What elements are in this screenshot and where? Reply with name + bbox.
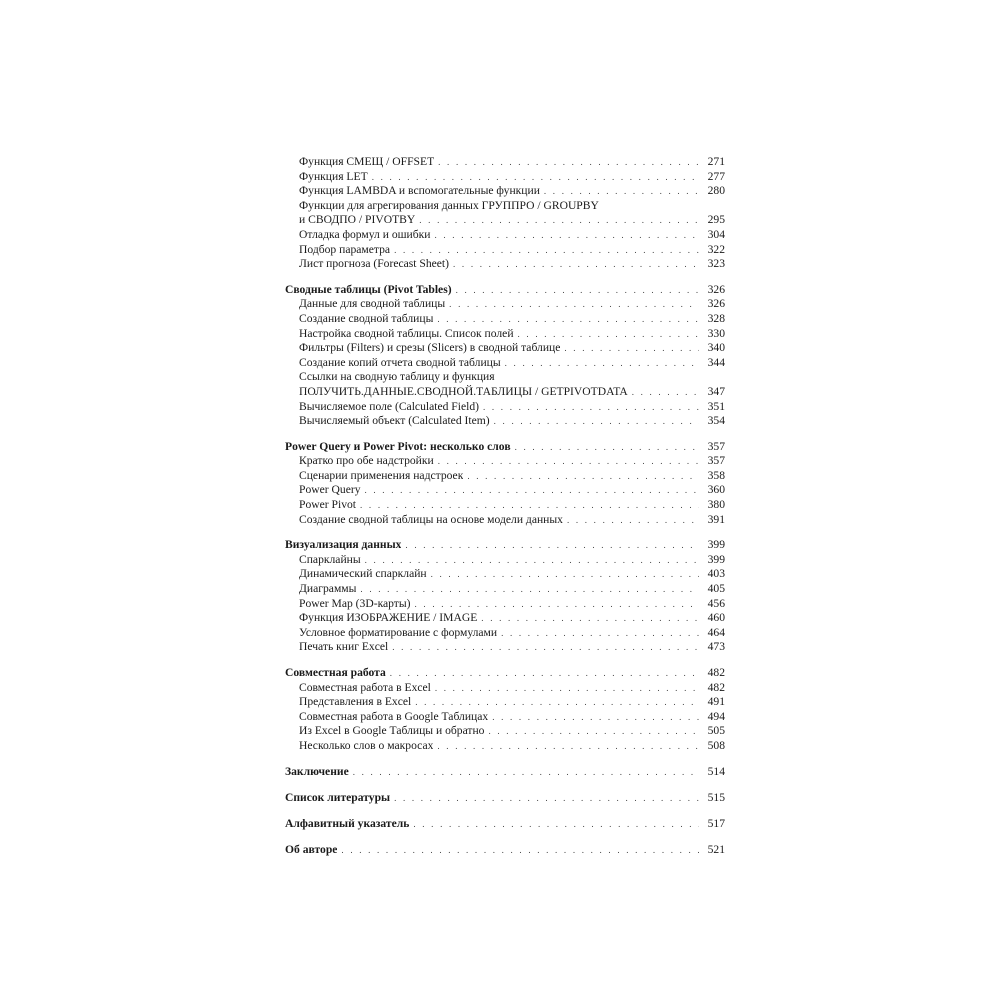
toc-section-heading[interactable] (285, 666, 725, 681)
toc-entry-title: Спарклайны (299, 552, 361, 566)
toc-section-page: 521 (707, 842, 725, 856)
toc-section-title: Заключение (285, 764, 349, 778)
toc-section-page: 399 (707, 538, 725, 552)
toc-entry-title: Несколько слов о макросах (299, 738, 434, 752)
toc-section-heading[interactable] (285, 791, 725, 806)
toc-entry[interactable] (285, 356, 725, 371)
toc-entry-title: Настройка сводной таблицы. Список полей (299, 326, 514, 340)
toc-entry-page: 347 (707, 384, 725, 398)
leader-dots (435, 681, 699, 696)
toc-section-heading[interactable] (285, 440, 725, 455)
toc-section-title: Совместная работа (285, 666, 386, 679)
leader-dots (467, 469, 699, 484)
leader-dots (483, 400, 699, 415)
toc-section-heading[interactable] (285, 283, 725, 298)
leader-dots (365, 483, 700, 498)
toc-entry-title: Кратко про обе надстройки (299, 454, 434, 468)
toc-entry-title: Отладка формул и ошибки (299, 227, 431, 241)
toc-entry-page: 505 (707, 724, 725, 738)
toc-entry[interactable] (285, 513, 725, 528)
toc-section-page: 517 (707, 816, 725, 830)
toc-entry-page: 323 (707, 257, 725, 271)
toc-entry-page: 295 (707, 213, 725, 227)
leader-dots (435, 228, 700, 243)
leader-dots (392, 640, 699, 655)
toc-entry[interactable] (285, 213, 725, 228)
toc-entry-title: Функция СМЕЩ / OFFSET (299, 155, 435, 168)
leader-dots (544, 184, 699, 199)
leader-dots (413, 817, 699, 832)
toc-entry[interactable] (285, 341, 725, 356)
toc-entry-page: 403 (707, 567, 725, 581)
leader-dots (481, 611, 699, 626)
toc-entry-page: 328 (707, 311, 725, 325)
toc-entry-page: 464 (707, 625, 725, 639)
toc-entry[interactable] (285, 327, 725, 342)
toc-entry-title: Функция ИЗОБРАЖЕНИЕ / IMAGE (299, 611, 478, 625)
toc-entry-page: 399 (707, 552, 725, 566)
toc-entry[interactable] (285, 257, 725, 272)
toc-entry[interactable] (285, 414, 725, 429)
toc-entry[interactable] (285, 626, 725, 641)
toc-entry-page: 304 (707, 227, 725, 241)
leader-dots (456, 283, 699, 298)
toc-entry-title: Вычисляемое поле (Calculated Field) (299, 399, 479, 413)
toc-entry-page: 482 (707, 680, 725, 694)
toc-section-page: 326 (707, 282, 725, 296)
toc-entry-title: Представления в Excel (299, 695, 412, 709)
toc-section-page: 357 (707, 439, 725, 453)
toc-section-heading[interactable] (285, 843, 725, 858)
toc-entry-line1[interactable] (285, 370, 725, 385)
toc-section-heading[interactable] (285, 538, 725, 553)
toc-entry-title: Диаграммы (299, 582, 357, 596)
toc-entry-page: 358 (707, 468, 725, 482)
toc-entry[interactable] (285, 297, 725, 312)
toc-entry[interactable] (285, 170, 725, 185)
toc-entry[interactable] (285, 710, 725, 725)
toc-entry[interactable] (285, 400, 725, 415)
toc-entry[interactable] (285, 611, 725, 626)
leader-dots (360, 498, 699, 513)
toc-entry[interactable] (285, 498, 725, 513)
toc-section-title: Об авторе (285, 842, 338, 856)
toc-entry-title: Условное форматирование с формулами (299, 625, 498, 639)
toc-entry[interactable] (285, 312, 725, 327)
toc-entry[interactable] (285, 228, 725, 243)
toc-entry-title: Создание копий отчета сводной таблицы (299, 355, 501, 369)
toc-entry-title: Фильтры (Filters) и срезы (Slicers) в сводной таблице (299, 341, 561, 355)
toc-entry-title: Функция LET (299, 169, 368, 183)
toc-entry-title: Данные для сводной таблицы (299, 297, 446, 311)
leader-dots (632, 385, 699, 400)
toc-entry-page: 344 (707, 355, 725, 369)
table-of-contents (285, 155, 725, 858)
toc-entry[interactable] (285, 469, 725, 484)
toc-entry-title: Совместная работа в Google Таблицах (299, 709, 489, 723)
toc-section-title: Визуализация данных (285, 538, 402, 552)
toc-entry-title: Сценарии применения надстроек (299, 468, 464, 482)
toc-entry-title: Печать книг Excel (299, 640, 389, 654)
toc-entry-title: Создание сводной таблицы на основе модели данных (299, 512, 563, 526)
toc-entry-title: Динамический спарклайн (299, 567, 427, 581)
toc-entry-title: Вычисляемый объект (Calculated Item) (299, 414, 490, 428)
toc-section-heading[interactable] (285, 765, 725, 780)
leader-dots (515, 440, 699, 455)
leader-dots (567, 513, 699, 528)
leader-dots (341, 843, 699, 858)
toc-entry-page: 357 (707, 454, 725, 468)
toc-entry-title-line1: Функции для агрегирования данных ГРУППРО / GROUPBY (299, 198, 599, 212)
leader-dots (518, 327, 699, 342)
toc-entry-title: и СВОДПО / PIVOTBY (299, 213, 416, 227)
toc-entry-title: Power Query (299, 483, 361, 497)
toc-entry[interactable] (285, 597, 725, 612)
toc-entry[interactable] (285, 553, 725, 568)
toc-entry-page: 456 (707, 596, 725, 610)
toc-entry-page: 277 (707, 169, 725, 183)
leader-dots (438, 155, 699, 170)
toc-entry[interactable] (285, 681, 725, 696)
toc-entry-page: 405 (707, 582, 725, 596)
toc-entry-title: Создание сводной таблицы (299, 311, 434, 325)
leader-dots (419, 213, 699, 228)
toc-entry-page: 360 (707, 483, 725, 497)
leader-dots (360, 582, 699, 597)
toc-entry-title: Лист прогноза (Forecast Sheet) (299, 257, 450, 271)
toc-entry[interactable] (285, 454, 725, 469)
leader-dots (415, 597, 699, 612)
toc-entry[interactable] (285, 483, 725, 498)
toc-entry-page: 351 (707, 399, 725, 413)
toc-entry-page: 354 (707, 414, 725, 428)
toc-section-page: 482 (707, 666, 725, 679)
leader-dots (437, 312, 699, 327)
leader-dots (394, 243, 699, 258)
toc-entry-line1[interactable] (285, 199, 725, 214)
toc-entry[interactable] (285, 724, 725, 739)
leader-dots (415, 695, 699, 710)
leader-dots (431, 567, 699, 582)
toc-section-title: Сводные таблицы (Pivot Tables) (285, 282, 452, 296)
toc-section-page: 515 (707, 790, 725, 804)
leader-dots (492, 710, 699, 725)
toc-entry[interactable] (285, 739, 725, 754)
toc-entry-title-line1: Ссылки на сводную таблицу и функция (299, 370, 495, 384)
toc-entry-page: 340 (707, 341, 725, 355)
toc-entry-page: 280 (707, 184, 725, 198)
toc-section-title: Power Query и Power Pivot: несколько слов (285, 439, 511, 453)
leader-dots (405, 538, 699, 553)
leader-dots (438, 454, 699, 469)
toc-entry-title: Из Excel в Google Таблицы и обратно (299, 724, 485, 738)
toc-entry-page: 322 (707, 242, 725, 256)
toc-entry-title: ПОЛУЧИТЬ.ДАННЫЕ.СВОДНОЙ.ТАБЛИЦЫ / GETPIVOTDATA (299, 384, 628, 398)
leader-dots (353, 765, 699, 780)
leader-dots (453, 257, 699, 272)
leader-dots (372, 170, 699, 185)
leader-dots (505, 356, 699, 371)
toc-section-page: 514 (707, 764, 725, 778)
toc-entry[interactable] (285, 695, 725, 710)
toc-entry-page: 326 (707, 297, 725, 311)
toc-entry-page: 391 (707, 512, 725, 526)
toc-entry[interactable] (285, 582, 725, 597)
leader-dots (488, 724, 699, 739)
toc-entry-page: 491 (707, 695, 725, 709)
toc-section-title: Алфавитный указатель (285, 816, 410, 830)
leader-dots (449, 297, 699, 312)
leader-dots (437, 739, 699, 754)
toc-entry-title: Power Pivot (299, 498, 357, 512)
toc-entry[interactable] (285, 243, 725, 258)
toc-section-heading[interactable] (285, 817, 725, 832)
toc-entry-title: Подбор параметра (299, 242, 391, 256)
toc-entry-title: Power Map (3D-карты) (299, 596, 411, 610)
toc-entry[interactable] (285, 567, 725, 582)
toc-entry-page: 494 (707, 709, 725, 723)
leader-dots (365, 553, 699, 568)
toc-entry-page: 271 (707, 155, 725, 168)
toc-entry-title: Совместная работа в Excel (299, 680, 431, 694)
leader-dots (501, 626, 699, 641)
toc-entry-page: 380 (707, 498, 725, 512)
toc-entry-page: 460 (707, 611, 725, 625)
leader-dots (394, 791, 699, 806)
toc-entry[interactable] (285, 385, 725, 400)
toc-entry[interactable] (285, 184, 725, 199)
toc-entry-title: Функция LAMBDA и вспомогательные функции (299, 184, 540, 198)
leader-dots (564, 341, 699, 356)
leader-dots (390, 666, 699, 681)
toc-entry[interactable] (285, 640, 725, 655)
leader-dots (494, 414, 699, 429)
toc-entry[interactable] (285, 155, 725, 170)
toc-entry-page: 330 (707, 326, 725, 340)
toc-entry-page: 473 (707, 640, 725, 654)
toc-section-title: Список литературы (285, 790, 391, 804)
toc-entry-page: 508 (707, 738, 725, 752)
